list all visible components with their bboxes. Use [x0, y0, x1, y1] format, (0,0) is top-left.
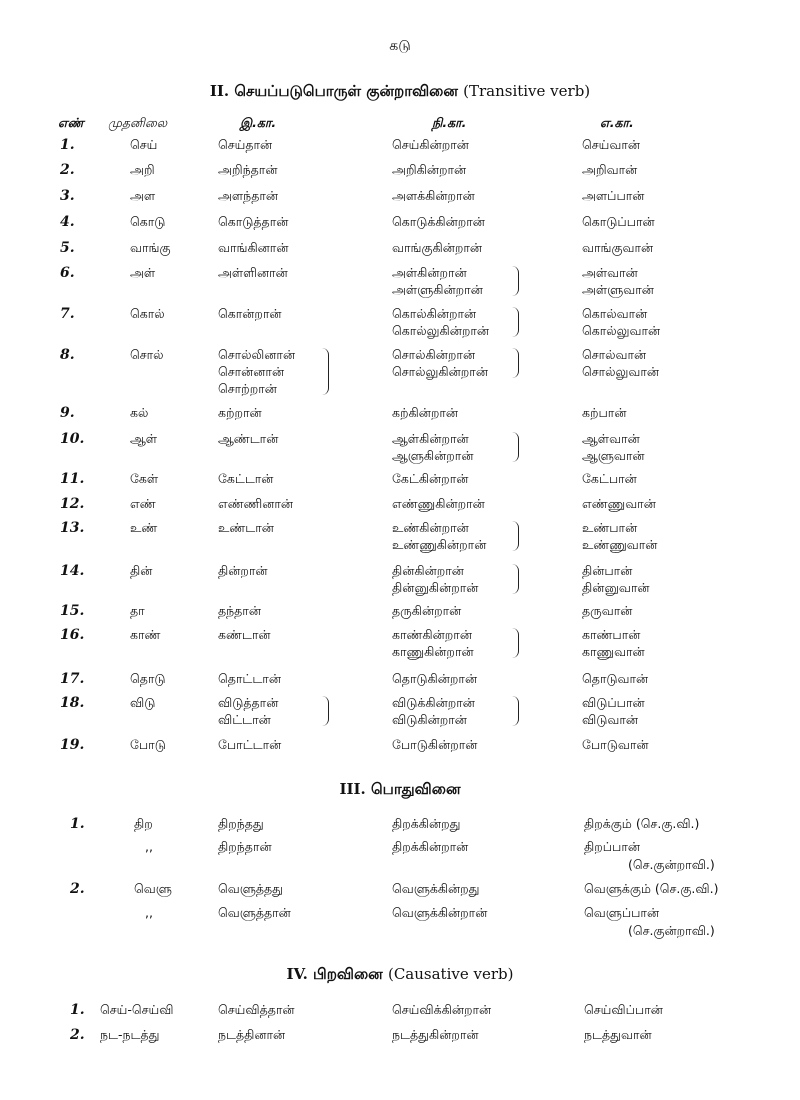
- row-5-past-form: வாங்கினான்: [218, 240, 289, 255]
- row-9-present-form: கற்கின்றான்: [392, 405, 459, 420]
- section-ii-english-title: (Transitive verb): [463, 82, 591, 100]
- s3-row3-present: வெளுக்கின்றது: [392, 881, 480, 896]
- section-ii-tamil-title: செயப்படுபொருள் குன்றாவினை: [234, 82, 458, 100]
- section-iv-tamil-title: பிறவினை: [313, 965, 383, 983]
- row-2-past-form: அறிந்தான்: [218, 162, 278, 177]
- row-18-future-form: விடுப்பான்: [582, 695, 645, 710]
- row-5-present-form: வாங்குகின்றான்: [392, 240, 483, 255]
- row-14-number: 14.: [60, 563, 85, 579]
- row-3-number: 3.: [60, 188, 75, 204]
- row-12-past-form: எண்ணினான்: [218, 496, 294, 511]
- row-2-number: 2.: [60, 162, 75, 178]
- row-3-present-form: அளக்கின்றான்: [392, 188, 475, 203]
- row-2-present-form: அறிகின்றான்: [392, 162, 467, 177]
- brace-icon: [512, 564, 519, 594]
- s3-row2-present: திறக்கின்றான்: [392, 839, 469, 854]
- s4-row2-number: 2.: [70, 1027, 85, 1043]
- row-17-number: 17.: [60, 671, 85, 687]
- row-18-present-form: விடுக்கின்றான்: [392, 695, 475, 710]
- row-16-root: காண்: [130, 627, 161, 642]
- row-7-future-form: கொல்வான்: [582, 306, 648, 321]
- s4-row2-future: நடத்துவான்: [584, 1027, 652, 1042]
- row-6-number: 6.: [60, 265, 75, 281]
- row-8-future-form: சொல்வான்: [582, 347, 647, 362]
- row-14-past-form: தின்றான்: [218, 563, 268, 578]
- row-1-number: 1.: [60, 137, 75, 153]
- s4-row2-past: நடத்தினான்: [218, 1027, 286, 1042]
- row-9-number: 9.: [60, 405, 75, 421]
- brace-icon: [322, 696, 329, 726]
- row-10-future-form: ஆள்வான்: [582, 431, 640, 446]
- s3-row3-past: வெளுத்தது: [218, 881, 283, 896]
- s3-row1-root: திற: [134, 816, 153, 831]
- brace-icon: [512, 432, 519, 462]
- header-root: முதனிலை: [108, 115, 168, 130]
- row-19-present-form: போடுகின்றான்: [392, 737, 478, 752]
- row-17-root: தொடு: [130, 671, 166, 686]
- row-12-number: 12.: [60, 496, 85, 512]
- s3-row2-ditto: ,,: [145, 839, 153, 854]
- row-10-root: ஆள்: [130, 431, 158, 446]
- row-8-present-form: சொல்கின்றான்: [392, 347, 476, 362]
- row-8-future-form: சொல்லுவான்: [582, 364, 660, 379]
- row-4-past-form: கொடுத்தான்: [218, 214, 289, 229]
- row-7-number: 7.: [60, 306, 75, 322]
- s4-row1-number: 1.: [70, 1002, 85, 1018]
- row-10-number: 10.: [60, 431, 85, 447]
- row-5-future-form: வாங்குவான்: [582, 240, 654, 255]
- row-7-root: கொல்: [130, 306, 165, 321]
- row-1-past-form: செய்தான்: [218, 137, 273, 152]
- s3-row3-root: வெளு: [134, 881, 172, 896]
- row-12-root: எண்: [130, 496, 156, 511]
- s3-row2-future: திறப்பான்: [584, 839, 641, 854]
- s3-row1-past: திறந்தது: [218, 816, 264, 831]
- s4-row1-future: செய்விப்பான்: [584, 1002, 663, 1017]
- row-5-number: 5.: [60, 240, 75, 256]
- row-2-future-form: அறிவான்: [582, 162, 638, 177]
- s4-row2-root: நட-நடத்து: [100, 1027, 160, 1042]
- row-13-present-form: உண்ணுகின்றான்: [392, 537, 487, 552]
- row-18-past-form: விடுத்தான்: [218, 695, 279, 710]
- row-16-past-form: கண்டான்: [218, 627, 271, 642]
- row-19-number: 19.: [60, 737, 85, 753]
- s4-row1-root: செய்-செய்வி: [100, 1002, 174, 1017]
- s3-row3-number: 2.: [70, 881, 85, 897]
- row-15-present-form: தருகின்றான்: [392, 603, 462, 618]
- row-18-root: விடு: [130, 695, 156, 710]
- row-9-past-form: கற்றான்: [218, 405, 262, 420]
- s3-row1-present: திறக்கின்றது: [392, 816, 461, 831]
- row-8-number: 8.: [60, 347, 75, 363]
- row-17-past-form: தொட்டான்: [218, 671, 281, 686]
- row-16-number: 16.: [60, 627, 85, 643]
- header-future: எ.கா.: [600, 115, 634, 130]
- row-14-future-form: தின்பான்: [582, 563, 633, 578]
- row-4-present-form: கொடுக்கின்றான்: [392, 214, 485, 229]
- row-7-past-form: கொன்றான்: [218, 306, 282, 321]
- row-14-present-form: தின்கின்றான்: [392, 563, 464, 578]
- row-4-future-form: கொடுப்பான்: [582, 214, 655, 229]
- row-8-past-form: சொல்லினான்: [218, 347, 296, 362]
- row-17-present-form: தொடுகின்றான்: [392, 671, 478, 686]
- row-10-present-form: ஆளுகின்றான்: [392, 448, 474, 463]
- s3-row1-future: திறக்கும் (செ.கு.வி.): [584, 816, 700, 831]
- row-13-future-form: உண்பான்: [582, 520, 638, 535]
- section-ii-title: [0, 82, 800, 102]
- row-19-future-form: போடுவான்: [582, 737, 649, 752]
- row-8-root: சொல்: [130, 347, 164, 362]
- row-9-root: கல்: [130, 405, 149, 420]
- row-2-root: அறி: [130, 162, 155, 177]
- row-7-future-form: கொல்லுவான்: [582, 323, 661, 338]
- brace-icon: [512, 307, 519, 337]
- brace-icon: [512, 521, 519, 551]
- s3-row4-present: வெளுக்கின்றான்: [392, 905, 488, 920]
- section-iv-number: IV.: [286, 965, 308, 983]
- brace-icon: [512, 348, 519, 378]
- row-1-future-form: செய்வான்: [582, 137, 640, 152]
- row-15-root: தா: [130, 603, 145, 618]
- section-iii-tamil-title: பொதுவினை: [371, 780, 461, 798]
- row-8-past-form: சொற்றான்: [218, 381, 277, 396]
- row-10-future-form: ஆளுவான்: [582, 448, 645, 463]
- row-7-present-form: கொல்லுகின்றான்: [392, 323, 490, 338]
- header-number: எண்: [58, 115, 84, 130]
- row-6-future-form: அள்வான்: [582, 265, 638, 280]
- row-4-number: 4.: [60, 214, 75, 230]
- row-13-past-form: உண்டான்: [218, 520, 274, 535]
- row-3-past-form: அளந்தான்: [218, 188, 278, 203]
- row-6-future-form: அள்ளுவான்: [582, 282, 654, 297]
- row-1-present-form: செய்கின்றான்: [392, 137, 469, 152]
- s3-row1-number: 1.: [70, 816, 85, 832]
- row-3-future-form: அளப்பான்: [582, 188, 645, 203]
- s4-row1-present: செய்விக்கின்றான்: [392, 1002, 492, 1017]
- row-18-present-form: விடுகின்றான்: [392, 712, 467, 727]
- row-11-past-form: கேட்டான்: [218, 471, 274, 486]
- row-14-root: தின்: [130, 563, 153, 578]
- row-13-number: 13.: [60, 520, 85, 536]
- row-8-present-form: சொல்லுகின்றான்: [392, 364, 488, 379]
- row-3-root: அள: [130, 188, 156, 203]
- section-iv-title: [0, 965, 800, 985]
- brace-icon: [512, 266, 519, 296]
- row-19-root: போடு: [130, 737, 166, 752]
- s3-row2-past: திறந்தான்: [218, 839, 272, 854]
- row-6-root: அள்: [130, 265, 156, 280]
- section-iv-english-title: (Causative verb): [387, 965, 514, 983]
- header-past: இ.கா.: [240, 115, 277, 130]
- row-14-future-form: தின்னுவான்: [582, 580, 650, 595]
- row-12-present-form: எண்ணுகின்றான்: [392, 496, 485, 511]
- row-4-root: கொடு: [130, 214, 166, 229]
- row-14-present-form: தின்னுகின்றான்: [392, 580, 479, 595]
- section-ii-number: II.: [209, 82, 230, 100]
- row-13-present-form: உண்கின்றான்: [392, 520, 469, 535]
- row-11-number: 11.: [60, 471, 85, 487]
- row-11-future-form: கேட்பான்: [582, 471, 637, 486]
- row-16-future-form: காண்பான்: [582, 627, 641, 642]
- row-13-future-form: உண்ணுவான்: [582, 537, 658, 552]
- row-18-past-form: விட்டான்: [218, 712, 271, 727]
- row-16-future-form: காணுவான்: [582, 644, 645, 659]
- brace-icon: [322, 348, 329, 395]
- row-6-present-form: அள்ளுகின்றான்: [392, 282, 483, 297]
- row-8-past-form: சொன்னான்: [218, 364, 285, 379]
- row-17-future-form: தொடுவான்: [582, 671, 649, 686]
- section-iii-title: [0, 780, 800, 800]
- row-12-future-form: எண்ணுவான்: [582, 496, 656, 511]
- row-11-present-form: கேட்கின்றான்: [392, 471, 469, 486]
- s3-row4-note: (செ.குன்றாவி.): [628, 923, 715, 938]
- row-6-past-form: அள்ளினான்: [218, 265, 288, 280]
- header-present: நி.கா.: [432, 115, 467, 130]
- s3-row3-future: வெளுக்கும் (செ.கு.வி.): [584, 881, 719, 896]
- page-number: கடு: [389, 38, 411, 54]
- row-16-present-form: காணுகின்றான்: [392, 644, 474, 659]
- row-10-past-form: ஆண்டான்: [218, 431, 279, 446]
- row-19-past-form: போட்டான்: [218, 737, 282, 752]
- row-15-future-form: தருவான்: [582, 603, 633, 618]
- s3-row2-note: (செ.குன்றாவி.): [628, 857, 715, 872]
- row-6-present-form: அள்கின்றான்: [392, 265, 467, 280]
- section-iii-number: III.: [339, 780, 366, 798]
- row-11-root: கேள்: [130, 471, 159, 486]
- s4-row1-past: செய்வித்தான்: [218, 1002, 295, 1017]
- row-16-present-form: காண்கின்றான்: [392, 627, 472, 642]
- row-10-present-form: ஆள்கின்றான்: [392, 431, 469, 446]
- brace-icon: [512, 628, 519, 658]
- row-13-root: உண்: [130, 520, 158, 535]
- row-15-past-form: தந்தான்: [218, 603, 261, 618]
- row-9-future-form: கற்பான்: [582, 405, 627, 420]
- row-1-root: செய்: [130, 137, 158, 152]
- row-18-number: 18.: [60, 695, 85, 711]
- row-7-present-form: கொல்கின்றான்: [392, 306, 477, 321]
- s3-row4-past: வெளுத்தான்: [218, 905, 291, 920]
- row-15-number: 15.: [60, 603, 85, 619]
- brace-icon: [512, 696, 519, 726]
- s4-row2-present: நடத்துகின்றான்: [392, 1027, 479, 1042]
- s3-row4-ditto: ,,: [145, 905, 153, 920]
- row-18-future-form: விடுவான்: [582, 712, 638, 727]
- s3-row4-future: வெளுப்பான்: [584, 905, 660, 920]
- row-5-root: வாங்கு: [130, 240, 171, 255]
